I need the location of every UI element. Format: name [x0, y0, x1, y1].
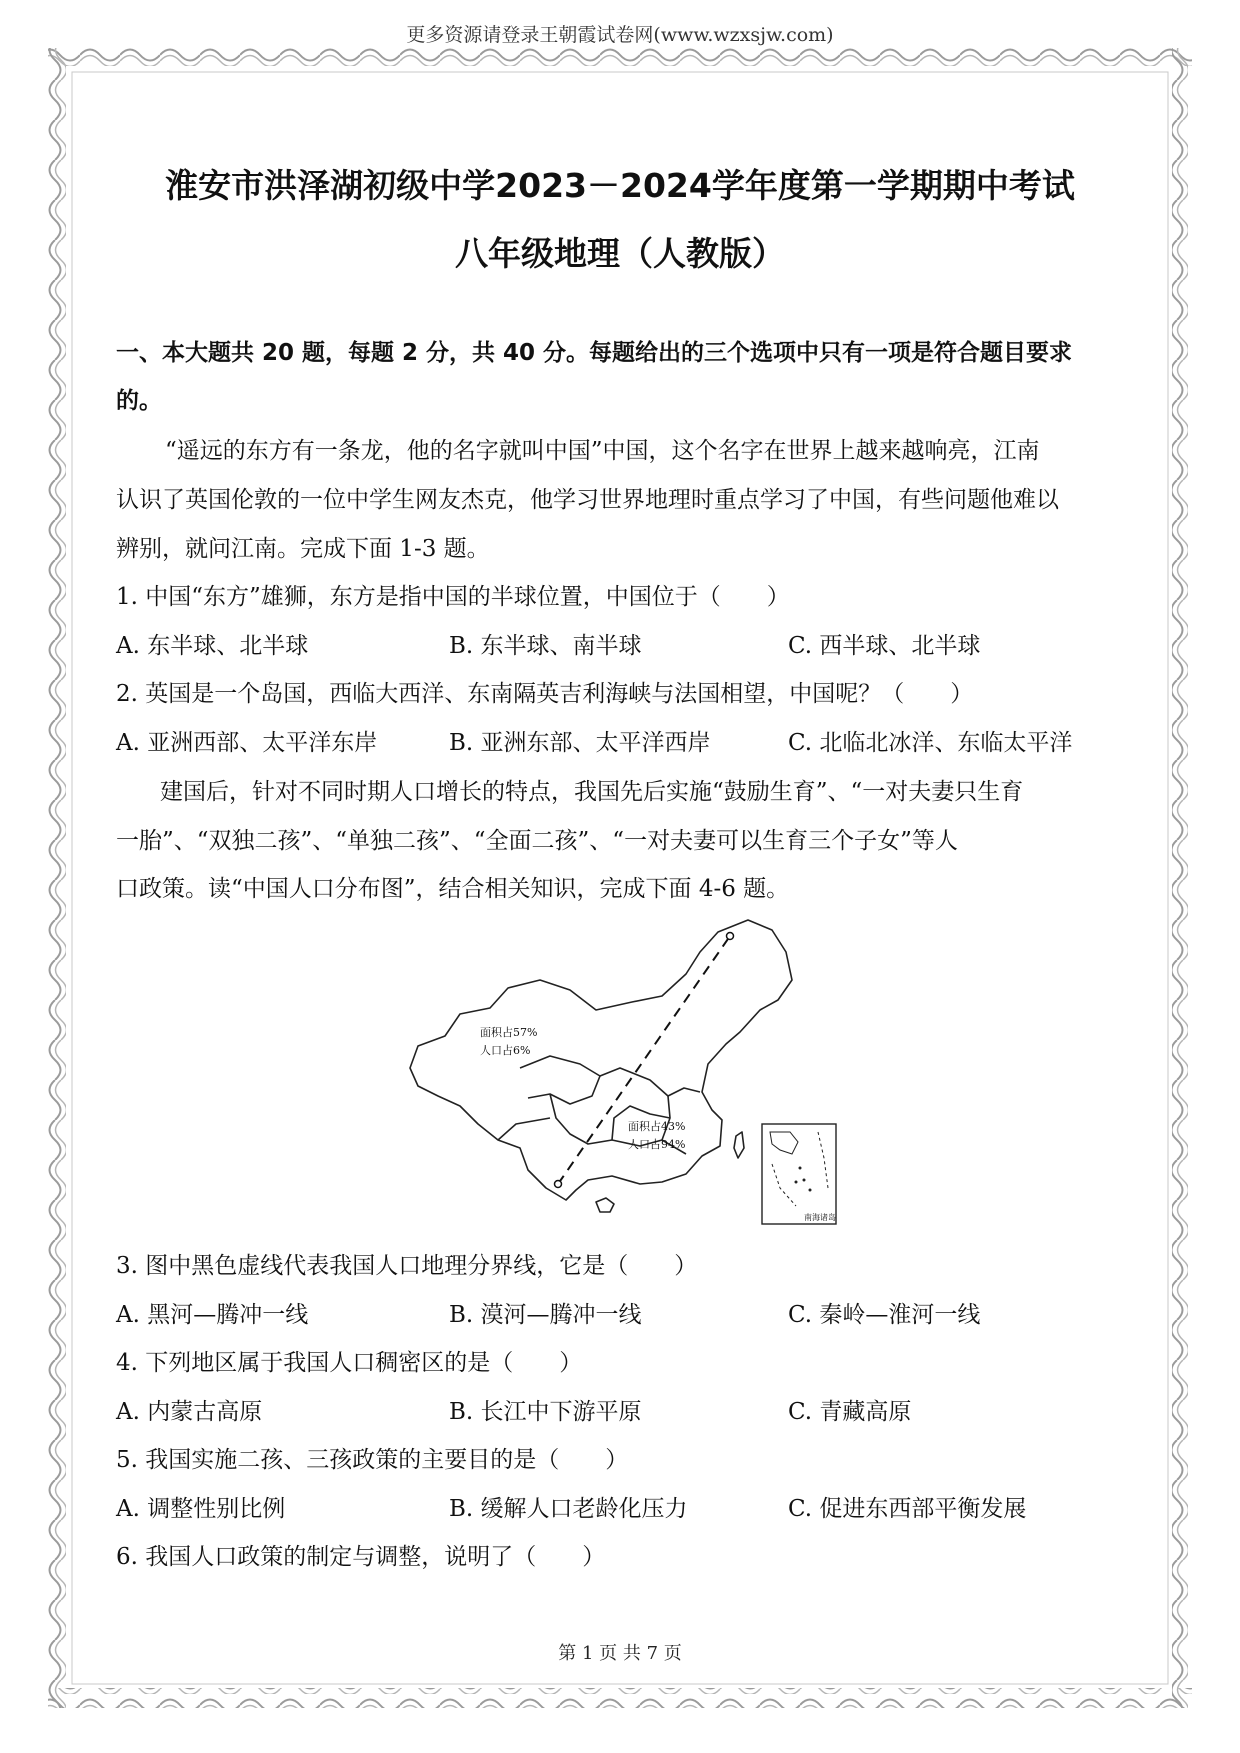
passage2-line2: 一胎”、“双独二孩”、“单独二孩”、“全面二孩”、“一对夫妻可以生育三个子女”等人: [116, 828, 958, 854]
inset-label: 南海诸岛: [804, 1213, 836, 1222]
passage1-line3: 辨别，就问江南。完成下面 1-3 题。: [116, 536, 490, 562]
option-b: B. 长江中下游平原: [449, 1399, 642, 1425]
option-c: C. 秦岭—淮河一线: [788, 1302, 981, 1328]
passage1-line2: 认识了英国伦敦的一位中学生网友杰克，他学习世界地理时重点学习了中国，有些问题他难以: [116, 487, 1059, 513]
option-a: A. 东半球、北半球: [116, 633, 309, 659]
province-line: [600, 1068, 700, 1096]
question-4-stem: 4. 下列地区属于我国人口稠密区的是（ ）: [116, 1350, 583, 1376]
option-c: C. 促进东西部平衡发展: [788, 1496, 1027, 1522]
page-number: 第 1 页 共 7 页: [558, 1643, 682, 1664]
hainan-island: [596, 1198, 614, 1212]
option-a: A. 亚洲西部、太平洋东岸: [116, 730, 378, 756]
passage2-line3: 口政策。读“中国人口分布图”，结合相关知识，完成下面 4-6 题。: [116, 876, 790, 902]
exam-title: 淮安市洪泽湖初级中学2023－2024学年度第一学期期中考试: [165, 166, 1075, 205]
option-a: A. 调整性别比例: [116, 1496, 286, 1522]
tengchong-point: [555, 1181, 562, 1188]
option-b: B. 漠河—腾冲一线: [449, 1302, 642, 1328]
question-6-stem: 6. 我国人口政策的制定与调整，说明了（ ）: [116, 1544, 606, 1570]
option-b: B. 亚洲东部、太平洋西岸: [449, 730, 711, 756]
passage2-line1: 建国后，针对不同时期人口增长的特点，我国先后实施“鼓励生育”、“一对夫妻只生育: [160, 779, 1024, 805]
question-1-stem: 1. 中国“东方”雄狮，东方是指中国的半球位置，中国位于（ ）: [116, 584, 790, 610]
west-pop-label: 人口占6%: [480, 1044, 531, 1057]
option-b: B. 缓解人口老龄化压力: [449, 1496, 688, 1522]
site-watermark: 更多资源请登录王朝霞试卷网(www.wzxsjw.com): [406, 24, 834, 46]
province-line: [520, 1056, 600, 1104]
section-instruction-line1: 一、本大题共 20 题，每题 2 分，共 40 分。每题给出的三个选项中只有一项是符合题目要求: [116, 340, 1073, 366]
east-area-label: 面积占43%: [628, 1120, 686, 1133]
option-c: C. 青藏高原: [788, 1399, 912, 1425]
question-2-stem: 2. 英国是一个岛国，西临大西洋、东南隔英吉利海峡与法国相望，中国呢？（ ）: [116, 681, 974, 707]
heihe-point: [727, 933, 734, 940]
option-a: A. 内蒙古高原: [116, 1399, 263, 1425]
east-pop-label: 人口占94%: [628, 1138, 686, 1151]
china-population-map: [400, 918, 840, 1228]
china-outline: [410, 920, 792, 1200]
exam-subtitle: 八年级地理（人教版）: [455, 234, 785, 273]
west-area-label: 面积占57%: [480, 1026, 538, 1039]
question-5-stem: 5. 我国实施二孩、三孩政策的主要目的是（ ）: [116, 1447, 629, 1473]
section-instruction-line2: 的。: [116, 388, 162, 414]
question-3-stem: 3. 图中黑色虚线代表我国人口地理分界线，它是（ ）: [116, 1253, 698, 1279]
option-a: A. 黑河—腾冲一线: [116, 1302, 309, 1328]
taiwan-island: [734, 1132, 744, 1158]
option-c: C. 北临北冰洋、东临太平洋: [788, 730, 1073, 756]
option-b: B. 东半球、南半球: [449, 633, 642, 659]
passage1-line1: “遥远的东方有一条龙，他的名字就叫中国”中国，这个名字在世界上越来越响亮，江南: [165, 438, 1040, 464]
option-c: C. 西半球、北半球: [788, 633, 981, 659]
province-line: [498, 1118, 550, 1140]
south-china-sea-inset: [762, 1124, 836, 1224]
